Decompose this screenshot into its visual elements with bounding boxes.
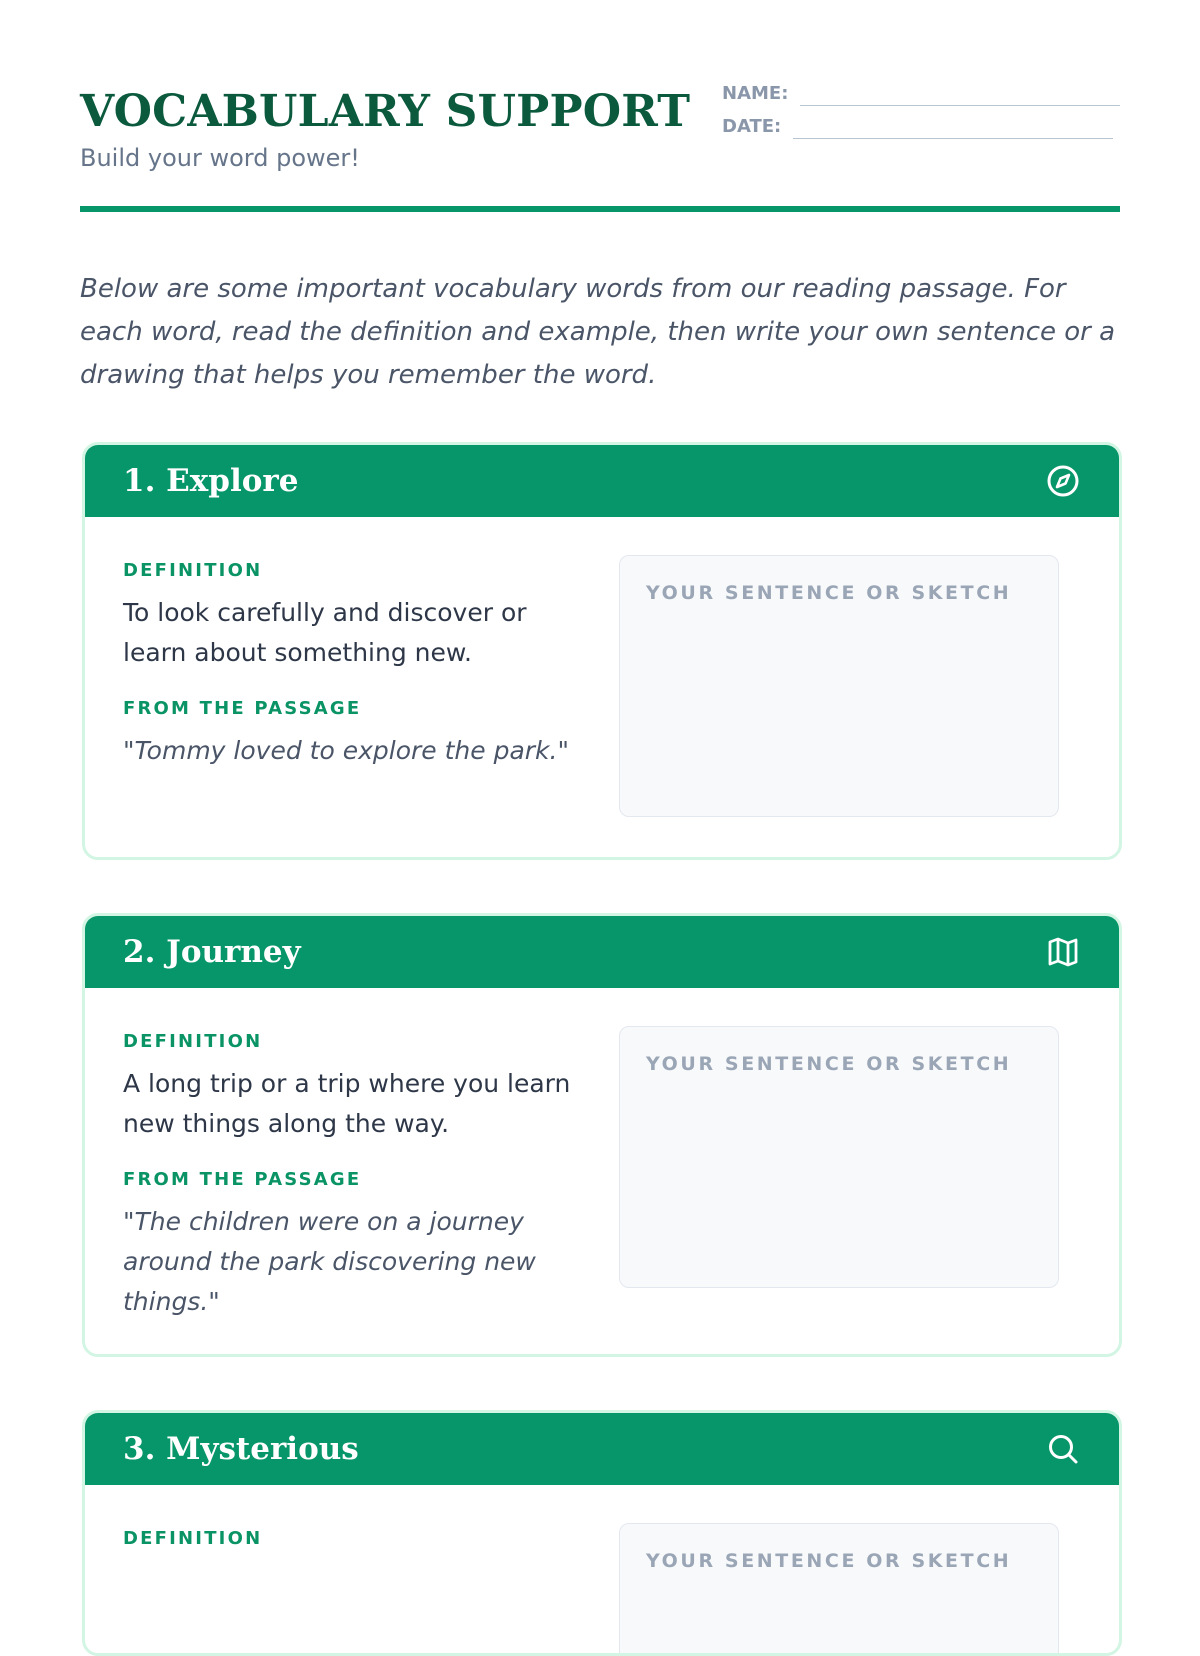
- definition-column: [123, 559, 573, 771]
- vocab-card-explore: [82, 442, 1122, 860]
- date-label: DATE:: [722, 116, 782, 137]
- map-icon: [1045, 934, 1081, 970]
- word-heading: 2. Journey: [123, 934, 301, 970]
- passage-label: FROM THE PASSAGE: [123, 1169, 362, 1190]
- passage-quote: "Tommy loved to explore the park.": [123, 736, 569, 765]
- header-divider: [80, 206, 1120, 212]
- card-header: [85, 445, 1119, 517]
- compass-icon: [1045, 463, 1081, 499]
- instructions: Below are some important vocabulary words from our reading passage. For each word, read the definition and example, then write your own sentence or a drawing that helps you remember the word.: [80, 274, 1116, 390]
- page-subtitle: Build your word power!: [80, 144, 360, 172]
- search-icon: [1045, 1431, 1081, 1467]
- definition-label: DEFINITION: [123, 1528, 263, 1549]
- name-line[interactable]: [800, 81, 1120, 106]
- card-header: [85, 916, 1119, 988]
- date-field: [722, 111, 1113, 139]
- name-label: NAME:: [722, 83, 789, 104]
- worksheet-header: [80, 0, 1120, 212]
- word-heading: 1. Explore: [123, 463, 299, 499]
- passage-quote: "The children were on a journey around the park discovering new things.": [123, 1207, 536, 1316]
- sketch-label: YOUR SENTENCE OR SKETCH: [646, 582, 1012, 604]
- definition-text: To look carefully and discover or learn about something new.: [123, 598, 527, 667]
- sketch-box[interactable]: [619, 1026, 1059, 1288]
- date-line[interactable]: [793, 114, 1113, 139]
- vocab-card-mysterious: [82, 1410, 1122, 1656]
- sketch-label: YOUR SENTENCE OR SKETCH: [646, 1550, 1012, 1572]
- sketch-box[interactable]: [619, 1523, 1059, 1656]
- sketch-box[interactable]: [619, 555, 1059, 817]
- definition-label: DEFINITION: [123, 1031, 263, 1052]
- word-heading: 3. Mysterious: [123, 1431, 359, 1467]
- definition-text: A long trip or a trip where you learn new things along the way.: [123, 1069, 571, 1138]
- card-header: [85, 1413, 1119, 1485]
- definition-label: DEFINITION: [123, 560, 263, 581]
- sketch-label: YOUR SENTENCE OR SKETCH: [646, 1053, 1012, 1075]
- definition-column: [123, 1527, 573, 1551]
- name-field: [722, 78, 1120, 106]
- passage-label: FROM THE PASSAGE: [123, 698, 362, 719]
- vocab-card-journey: [82, 913, 1122, 1357]
- page-title: VOCABULARY SUPPORT: [80, 86, 691, 137]
- definition-column: [123, 1030, 573, 1322]
- worksheet-page: [80, 0, 1120, 1572]
